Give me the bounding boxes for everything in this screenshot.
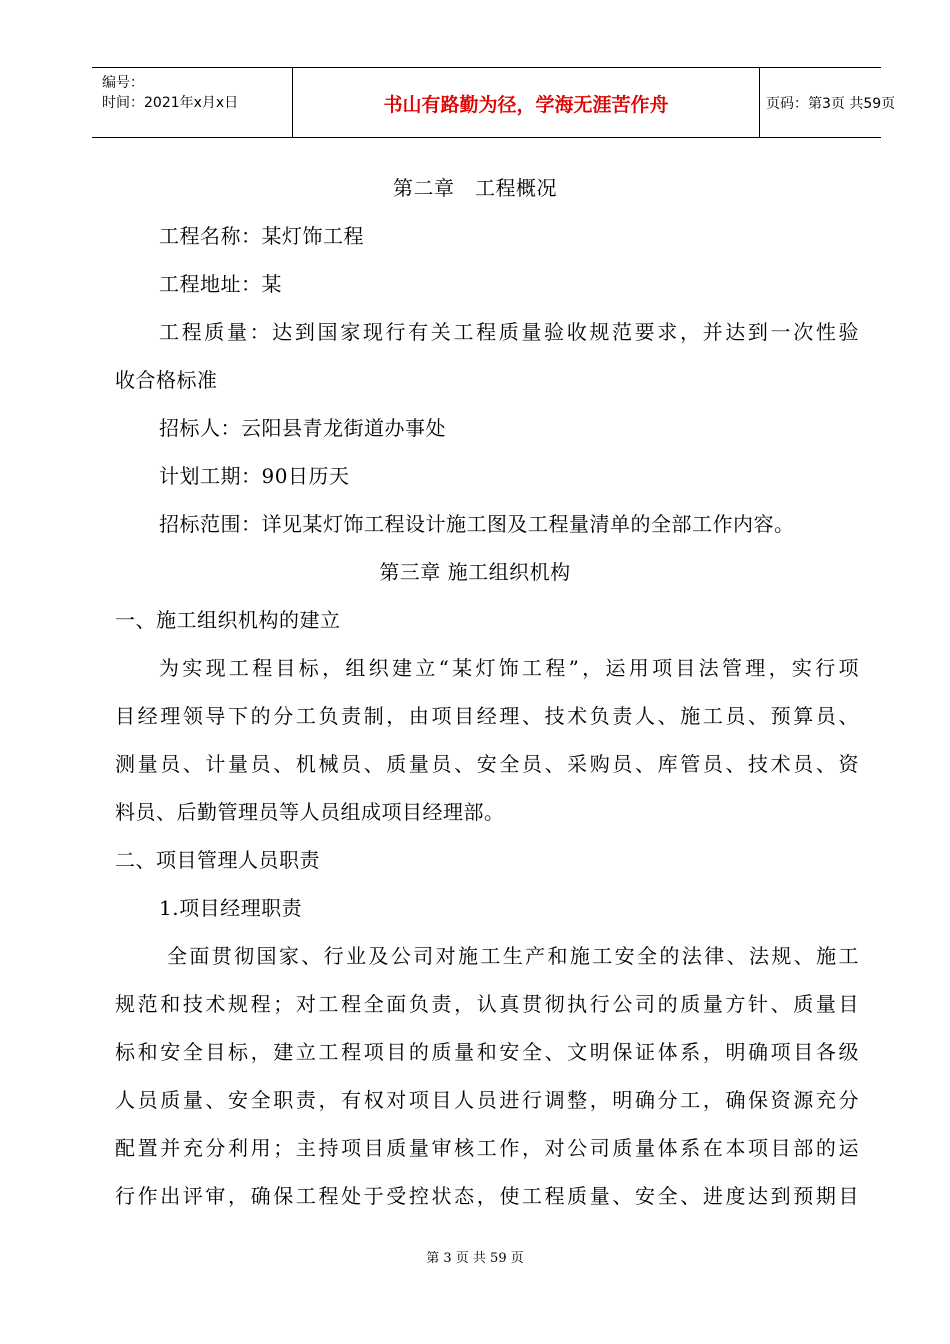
- number-label: 编号：: [102, 75, 144, 91]
- paragraph-2-line-5: 配置并充分利用；主持项目质量审核工作，对公司质量体系在本项目部的运: [115, 1136, 859, 1160]
- paragraph-1-line-1: 为实现工程目标，组织建立“某灯饰工程”，运用项目法管理，实行项: [159, 656, 859, 680]
- section-2-heading: 二、项目管理人员职责: [115, 848, 320, 872]
- project-address: 工程地址：某: [159, 272, 282, 296]
- project-name: 工程名称：某灯饰工程: [159, 224, 364, 248]
- tender-scope: 招标范围：详见某灯饰工程设计施工图及工程量清单的全部工作内容。: [159, 512, 795, 536]
- page-code: 页码：第3页 共59页: [766, 96, 896, 112]
- paragraph-1-line-2: 目经理领导下的分工负责制，由项目经理、技术负责人、施工员、预算员、: [115, 704, 859, 728]
- section-1-heading: 一、施工组织机构的建立: [115, 608, 341, 632]
- paragraph-2-line-3: 标和安全目标，建立工程项目的质量和安全、文明保证体系，明确项目各级: [115, 1040, 859, 1064]
- chapter-2-title: 第二章 工程概况: [393, 176, 557, 200]
- motto-text: 书山有路勤为径，学海无涯苦作舟: [383, 94, 669, 116]
- paragraph-2-line-2: 规范和技术规程；对工程全面负责，认真贯彻执行公司的质量方针、质量目: [115, 992, 859, 1016]
- paragraph-1-line-3: 测量员、计量员、机械员、质量员、安全员、采购员、库管员、技术员、资: [115, 752, 859, 776]
- paragraph-2-line-4: 人员质量、安全职责，有权对项目人员进行调整，明确分工，确保资源充分: [115, 1088, 859, 1112]
- header-table: [92, 67, 896, 138]
- paragraph-2-line-6: 行作出评审，确保工程处于受控状态，使工程质量、安全、进度达到预期目: [115, 1184, 859, 1208]
- header-motto-cell: [292, 68, 760, 137]
- header-info-cell: [92, 68, 292, 137]
- schedule: 计划工期：90日历天: [159, 464, 350, 488]
- project-quality-line-1: 工程质量：达到国家现行有关工程质量验收规范要求，并达到一次性验: [159, 320, 859, 344]
- paragraph-2-line-1: 全面贯彻国家、行业及公司对施工生产和施工安全的法律、法规、施工: [167, 944, 859, 968]
- subsection-1-heading: 1.项目经理职责: [159, 896, 303, 920]
- header-page-cell: [758, 68, 896, 137]
- page-footer: 第 3 页 共 59 页: [426, 1251, 524, 1266]
- time-label: 时间：2021年x月x日: [102, 95, 239, 111]
- project-quality-line-2: 收合格标准: [115, 368, 218, 392]
- paragraph-1-line-4: 料员、后勤管理员等人员组成项目经理部。: [115, 800, 505, 824]
- chapter-3-title: 第三章 施工组织机构: [379, 560, 571, 584]
- tenderer: 招标人：云阳县青龙街道办事处: [159, 416, 446, 440]
